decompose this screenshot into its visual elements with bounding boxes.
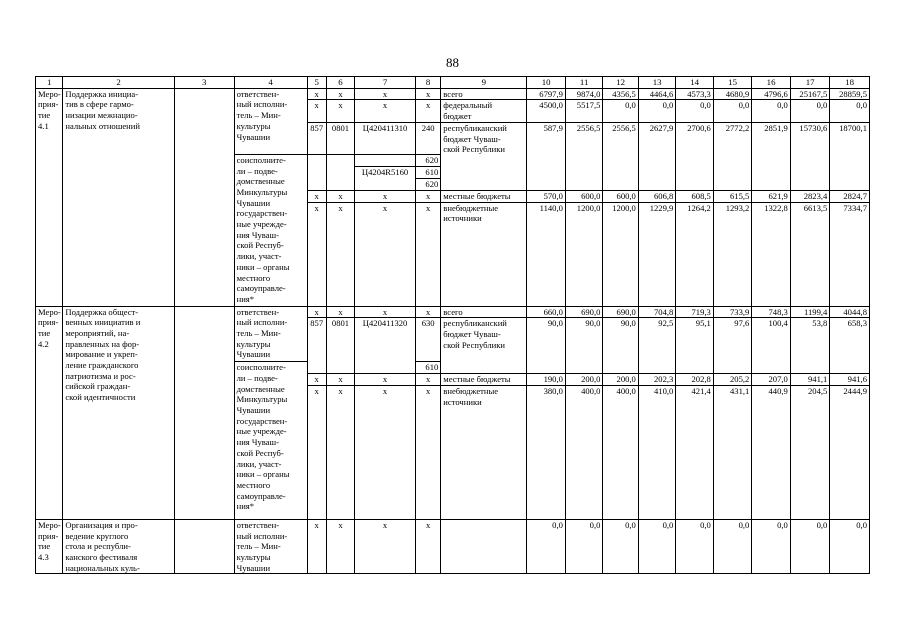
kbk-expense-type: 620 (415, 154, 440, 166)
kbk-grbs: х (307, 374, 326, 386)
funding-source: всего (441, 306, 527, 318)
amount-2027: 941,6 (830, 374, 870, 386)
amount-2025: 2851,9 (752, 122, 791, 190)
amount-2019: 660,0 (527, 306, 566, 318)
col3-empty (174, 306, 234, 519)
page-number: 88 (446, 55, 459, 70)
amount-2025: 100,4 (752, 318, 791, 374)
amount-2024: 1293,2 (713, 202, 752, 306)
kbk-grbs (307, 154, 326, 190)
measure-title: Организация и про- ведение круглого стола и республи- канского фестиваля национальных куль- (63, 519, 174, 574)
amount-2020: 5517,5 (565, 100, 602, 122)
kbk-grbs: 857 (307, 122, 326, 154)
amount-2022: 0,0 (638, 519, 675, 574)
measure-code: Меро- прия- тие 4.2 (36, 306, 63, 519)
funding-source (441, 519, 527, 574)
table-row (36, 88, 870, 100)
amount-2020: 0,0 (565, 519, 602, 574)
amount-2027: 28859,5 (830, 88, 870, 100)
amount-2022: 606,8 (638, 190, 675, 202)
amount-2021: 0,0 (603, 100, 638, 122)
column-number-14: 14 (676, 77, 713, 89)
amount-2025: 0,0 (752, 519, 791, 574)
kbk-expense-type: х (415, 385, 440, 519)
column-number-15: 15 (713, 77, 752, 89)
amount-2026: 0,0 (790, 519, 830, 574)
amount-2022: 202,3 (638, 374, 675, 386)
amount-2025: 440,9 (752, 385, 791, 519)
column-number-3: 3 (174, 77, 234, 89)
table-row (36, 519, 870, 574)
funding-source: республиканский бюджет Чуваш- ской Республики (441, 122, 527, 190)
measure-code: Меро- прия- тие 4.3 (36, 519, 63, 574)
kbk-target-item: Ц4204R5160 (355, 166, 416, 190)
amount-2021: 2556,5 (603, 122, 638, 190)
amount-2021: 600,0 (603, 190, 638, 202)
amount-2026: 25167,5 (790, 88, 830, 100)
amount-2026: 2823,4 (790, 190, 830, 202)
column-number-4: 4 (234, 77, 307, 89)
amount-2019: 190,0 (527, 374, 566, 386)
co-executors: соисполните- ли – подве- домственные Минкультуры Чувашии государствен- ные учрежде- ния Чуваш- ской Респуб- лики, участ- ники – органы местного самоуправле- ния* (234, 362, 307, 520)
col3-empty (174, 519, 234, 574)
amount-2026: 53,8 (790, 318, 830, 374)
amount-2026: 1199,4 (790, 306, 830, 318)
amount-2020: 90,0 (565, 318, 602, 374)
kbk-expense-type: х (415, 190, 440, 202)
measure-code: Меро- прия- тие 4.1 (36, 88, 63, 306)
kbk-target-item: Ц420411310 (355, 122, 416, 154)
kbk-section: 0801 (326, 318, 354, 374)
kbk-section: х (326, 385, 354, 519)
amount-2019: 570,0 (527, 190, 566, 202)
funding-source: федеральный бюджет (441, 100, 527, 122)
amount-2027: 658,3 (830, 318, 870, 374)
amount-2024: 0,0 (713, 519, 752, 574)
co-executors: соисполните- ли – подве- домственные Минкультуры Чувашии государствен- ные учрежде- ния Чуваш- ской Респуб- лики, участ- ники – органы местного самоуправле- ния* (234, 154, 307, 306)
measure-title: Поддержка инициа- тив в сфере гармо- низации межнацио- нальных отношений (63, 88, 174, 306)
amount-2022: 2627,9 (638, 122, 675, 190)
amount-2027: 18700,1 (830, 122, 870, 190)
column-number-10: 10 (527, 77, 566, 89)
column-number-7: 7 (355, 77, 416, 89)
column-number-18: 18 (830, 77, 870, 89)
table-row (36, 306, 870, 318)
amount-2022: 4464,6 (638, 88, 675, 100)
responsible-executor: ответствен- ный исполни- тель – Мин- культуры Чувашии (234, 88, 307, 154)
amount-2023: 4573,3 (676, 88, 713, 100)
amount-2024: 733,9 (713, 306, 752, 318)
kbk-grbs: х (307, 88, 326, 100)
kbk-target-item: х (355, 190, 416, 202)
kbk-grbs: х (307, 385, 326, 519)
amount-2024: 97,6 (713, 318, 752, 374)
column-number-6: 6 (326, 77, 354, 89)
funding-source: местные бюджеты (441, 190, 527, 202)
amount-2023: 0,0 (676, 519, 713, 574)
kbk-grbs: 857 (307, 318, 326, 374)
column-number-12: 12 (603, 77, 638, 89)
kbk-expense-type: х (415, 374, 440, 386)
amount-2021: 4356,5 (603, 88, 638, 100)
amount-2019: 587,9 (527, 122, 566, 190)
kbk-expense-type: 610 (415, 362, 440, 374)
kbk-expense-type: х (415, 306, 440, 318)
kbk-section: х (326, 306, 354, 318)
kbk-target-item: х (355, 88, 416, 100)
amount-2023: 202,8 (676, 374, 713, 386)
amount-2020: 9874,0 (565, 88, 602, 100)
measure-title: Поддержка общест- венных инициатив и мероприятий, на- правленных на фор- мирование и укреп- ление гражданского патриотизма и рос- сийской граждан- ской идентичности (63, 306, 174, 519)
amount-2027: 2444,9 (830, 385, 870, 519)
kbk-grbs: х (307, 190, 326, 202)
amount-2026: 204,5 (790, 385, 830, 519)
amount-2021: 400,0 (603, 385, 638, 519)
amount-2021: 200,0 (603, 374, 638, 386)
amount-2024: 4680,9 (713, 88, 752, 100)
amount-2026: 0,0 (790, 100, 830, 122)
amount-2022: 410,0 (638, 385, 675, 519)
kbk-section: 0801 (326, 122, 354, 154)
kbk-expense-type: х (415, 202, 440, 306)
kbk-section: х (326, 100, 354, 122)
kbk-section: х (326, 374, 354, 386)
amount-2026: 6613,5 (790, 202, 830, 306)
amount-2025: 207,0 (752, 374, 791, 386)
kbk-expense-type: 610 (415, 166, 440, 178)
kbk-expense-type: х (415, 519, 440, 574)
amount-2024: 431,1 (713, 385, 752, 519)
budget-table (35, 76, 870, 574)
column-number-13: 13 (638, 77, 675, 89)
funding-source: республиканский бюджет Чуваш- ской Республики (441, 318, 527, 374)
amount-2021: 1200,0 (603, 202, 638, 306)
amount-2026: 15730,6 (790, 122, 830, 190)
amount-2025: 748,3 (752, 306, 791, 318)
amount-2019: 1140,0 (527, 202, 566, 306)
column-numbers-row (36, 77, 870, 89)
amount-2023: 421,4 (676, 385, 713, 519)
amount-2023: 0,0 (676, 100, 713, 122)
column-number-1: 1 (36, 77, 63, 89)
amount-2025: 4796,6 (752, 88, 791, 100)
amount-2023: 95,1 (676, 318, 713, 374)
kbk-expense-type: 620 (415, 178, 440, 190)
kbk-grbs: х (307, 100, 326, 122)
amount-2027: 4044,8 (830, 306, 870, 318)
kbk-expense-type: х (415, 88, 440, 100)
amount-2020: 690,0 (565, 306, 602, 318)
responsible-executor: ответствен- ный исполни- тель – Мин- культуры Чувашии (234, 306, 307, 362)
amount-2023: 1264,2 (676, 202, 713, 306)
column-number-2: 2 (63, 77, 174, 89)
amount-2019: 380,0 (527, 385, 566, 519)
kbk-expense-type: 240 (415, 122, 440, 154)
amount-2025: 1322,8 (752, 202, 791, 306)
column-number-5: 5 (307, 77, 326, 89)
kbk-section: х (326, 190, 354, 202)
amount-2019: 6797,9 (527, 88, 566, 100)
kbk-target-item: х (355, 374, 416, 386)
amount-2019: 4500,0 (527, 100, 566, 122)
kbk-section (326, 154, 354, 190)
responsible-executor: ответствен- ный исполни- тель – Мин- культуры Чувашии (234, 519, 307, 574)
column-number-9: 9 (441, 77, 527, 89)
kbk-target-item: х (355, 385, 416, 519)
amount-2023: 719,3 (676, 306, 713, 318)
amount-2022: 0,0 (638, 100, 675, 122)
amount-2023: 608,5 (676, 190, 713, 202)
column-number-16: 16 (752, 77, 791, 89)
amount-2024: 205,2 (713, 374, 752, 386)
amount-2021: 90,0 (603, 318, 638, 374)
kbk-section: х (326, 519, 354, 574)
amount-2021: 690,0 (603, 306, 638, 318)
kbk-grbs: х (307, 202, 326, 306)
column-number-11: 11 (565, 77, 602, 89)
amount-2022: 704,8 (638, 306, 675, 318)
column-number-8: 8 (415, 77, 440, 89)
amount-2020: 1200,0 (565, 202, 602, 306)
amount-2020: 200,0 (565, 374, 602, 386)
amount-2020: 600,0 (565, 190, 602, 202)
amount-2021: 0,0 (603, 519, 638, 574)
kbk-expense-type: х (415, 100, 440, 122)
kbk-target-item: х (355, 100, 416, 122)
kbk-grbs: х (307, 519, 326, 574)
amount-2024: 0,0 (713, 100, 752, 122)
kbk-section: х (326, 88, 354, 100)
amount-2027: 0,0 (830, 100, 870, 122)
funding-source: местные бюджеты (441, 374, 527, 386)
amount-2023: 2700,6 (676, 122, 713, 190)
funding-source: внебюджетные источники (441, 385, 527, 519)
amount-2022: 1229,9 (638, 202, 675, 306)
kbk-target-item: х (355, 202, 416, 306)
amount-2025: 621,9 (752, 190, 791, 202)
kbk-grbs: х (307, 306, 326, 318)
col3-empty (174, 88, 234, 306)
amount-2019: 90,0 (527, 318, 566, 374)
funding-source: внебюджетные источники (441, 202, 527, 306)
amount-2025: 0,0 (752, 100, 791, 122)
amount-2022: 92,5 (638, 318, 675, 374)
kbk-target-item (355, 154, 416, 166)
kbk-target-item: Ц420411320 (355, 318, 416, 374)
funding-source: всего (441, 88, 527, 100)
kbk-target-item: х (355, 306, 416, 318)
kbk-expense-type: 630 (415, 318, 440, 362)
amount-2020: 2556,5 (565, 122, 602, 190)
amount-2019: 0,0 (527, 519, 566, 574)
column-number-17: 17 (790, 77, 830, 89)
amount-2027: 7334,7 (830, 202, 870, 306)
amount-2024: 2772,2 (713, 122, 752, 190)
amount-2027: 0,0 (830, 519, 870, 574)
amount-2027: 2824,7 (830, 190, 870, 202)
amount-2024: 615,5 (713, 190, 752, 202)
amount-2020: 400,0 (565, 385, 602, 519)
kbk-section: х (326, 202, 354, 306)
amount-2026: 941,1 (790, 374, 830, 386)
kbk-target-item: х (355, 519, 416, 574)
